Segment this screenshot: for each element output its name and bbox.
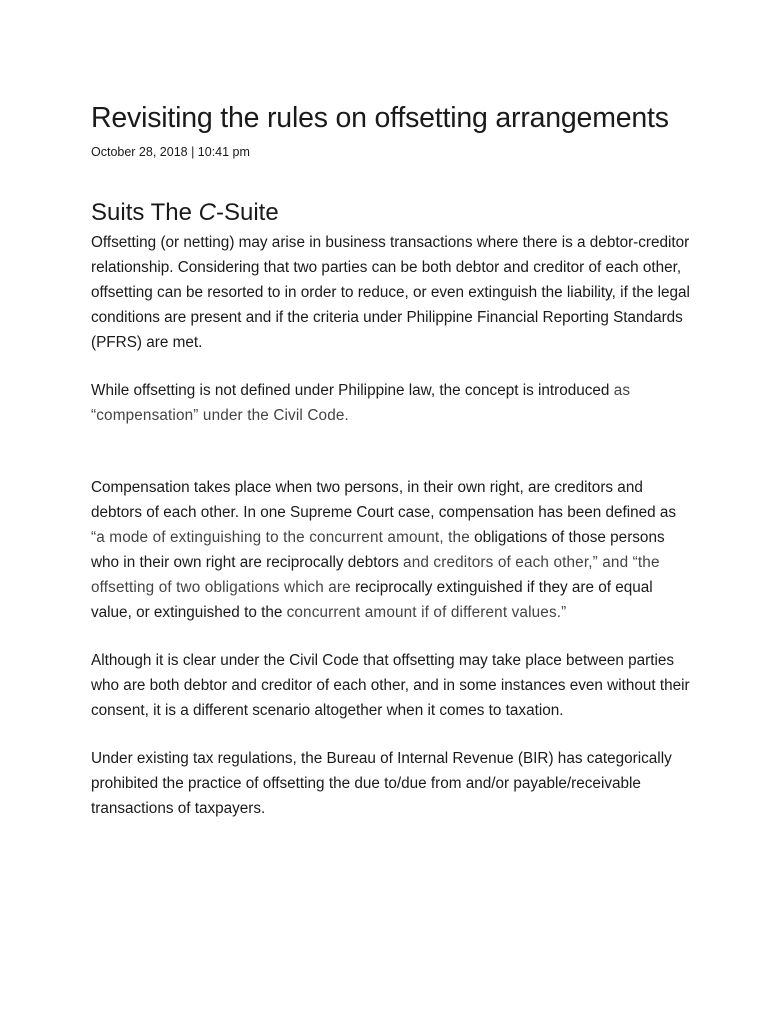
paragraph-3-part-c: obligations of those persons who in their own right are reciprocally debtors: [91, 529, 665, 571]
section-heading: [91, 198, 691, 228]
paragraph-2-part-a: While offsetting is not defined under Philippine law, the concept is introduced: [91, 382, 614, 399]
paragraph-2-part-b: as “compensation” under the Civil Code.: [91, 382, 631, 424]
paragraph-5: Under existing tax regulations, the Bureau of Internal Revenue (BIR) has categorically prohibited the practice of offsetting the due to/due from and/or payable/receivable transactions of taxpayers.: [91, 750, 672, 817]
paragraph-3-part-e: reciprocally extinguished if they are of equal value, or extinguished to the: [91, 579, 653, 621]
paragraph-4: Although it is clear under the Civil Code that offsetting may take place between parties who are both debtor and creditor of each other, and in some instances even without their consent, it is a different scenario altogether when it comes to taxation.: [91, 652, 690, 719]
section-italic: C: [198, 199, 216, 226]
paragraph-3-part-a: Compensation takes place when two persons, in their own right, are creditors and debtors of each other. In one Supreme Court case, compensation has been defined as: [91, 479, 677, 521]
article-title: Revisiting the rules on offsetting arrangements: [91, 102, 669, 134]
paragraph-3-quote-a: “a mode of extinguishing to the concurrent amount, the: [91, 529, 470, 546]
paragraph-3-quote-c: concurrent amount if of different values.”: [286, 604, 567, 621]
article-date: October 28, 2018 | 10:41 pm: [91, 145, 250, 159]
paragraph-3-quote-b: and creditors of each other,” and “the offsetting of two obligations which are: [91, 554, 660, 596]
paragraph-2: [91, 378, 691, 428]
section-suffix: -Suite: [215, 199, 279, 226]
paragraph-3: [91, 475, 691, 625]
article: [91, 100, 691, 821]
section-prefix: Suits The: [91, 199, 199, 226]
paragraph-1: Offsetting (or netting) may arise in business transactions where there is a debtor-creditor relationship. Considering that two parties can be both debtor and creditor of each other, offsetting can be resorted to in order to reduce, or even extinguish the liability, if the legal conditions are present and if the criteria under Philippine Financial Reporting Standards (PFRS) are met.: [91, 234, 690, 351]
